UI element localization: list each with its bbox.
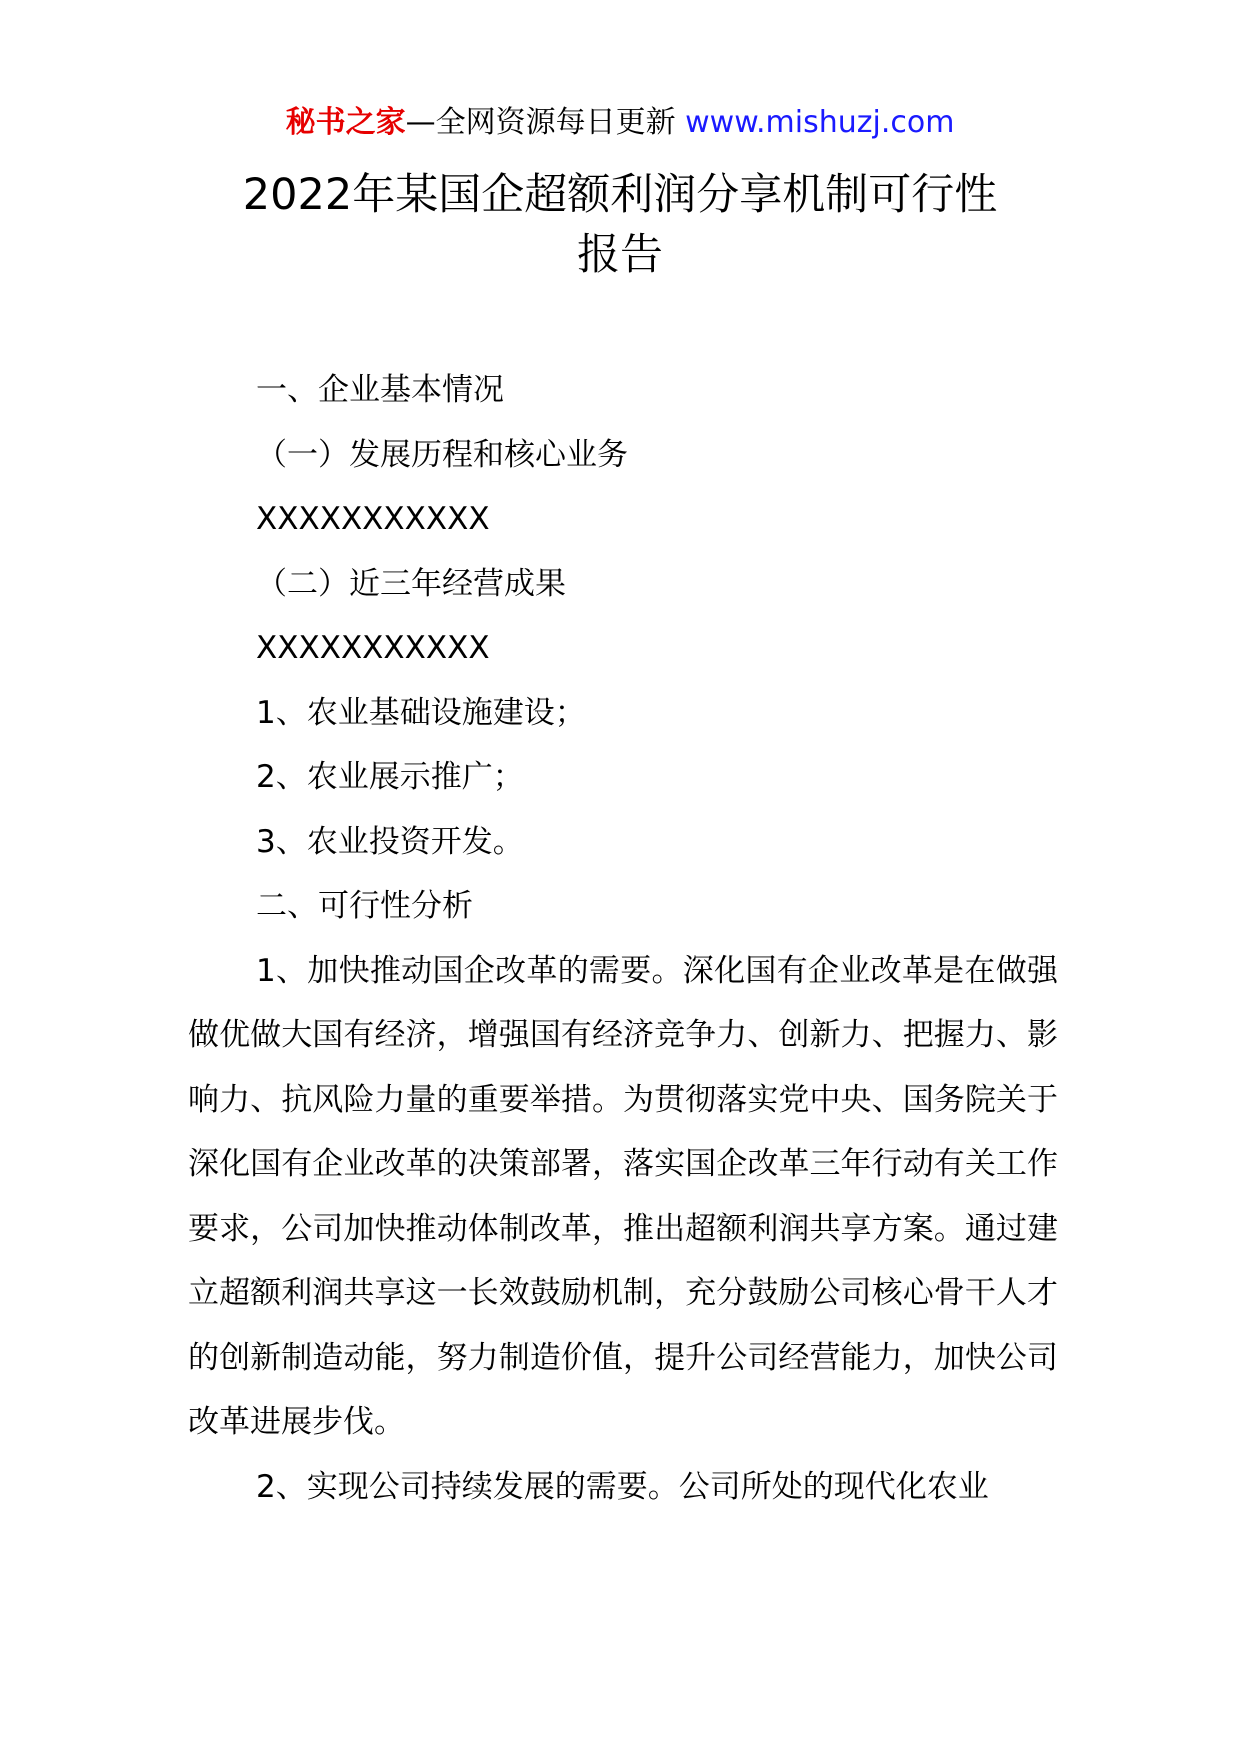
list-item: 2、农业展示推广；: [256, 759, 524, 795]
title-line-1: 2022年某国企超额利润分享机制可行性: [242, 170, 998, 220]
document-title: [150, 165, 1090, 285]
document-body: [188, 358, 1058, 1519]
placeholder-text: XXXXXXXXXXX: [256, 630, 490, 666]
list-item: 1、农业基础设施建设；: [256, 694, 586, 731]
site-banner: [0, 103, 1240, 143]
subsection-heading: （二）近三年经营成果: [256, 565, 566, 602]
subsection-heading: （一）发展历程和核心业务: [256, 436, 628, 473]
body-paragraph: 1、加快推动国企改革的需要。深化国有企业改革是在做强做优做大国有经济，增强国有经济竞争力、创新力、把握力、影响力、抗风险力量的重要举措。为贯彻落实党中央、国务院关于深化国有企业改革的决策部署，落实国企改革三年行动有关工作要求，公司加快推动体制改革，推出超额利润共享方案。通过建立超额利润共享这一长效鼓励机制，充分鼓励公司核心骨干人才的创新制造动能，努力制造价值，提升公司经营能力，加快公司改革进展步伐。: [188, 952, 1058, 1440]
placeholder-text: XXXXXXXXXXX: [256, 501, 490, 537]
site-url-link[interactable]: www.mishuzj.com: [685, 105, 955, 140]
brand-name: 秘书之家: [285, 105, 406, 140]
title-line-2: 报告: [577, 230, 663, 280]
body-paragraph: 2、实现公司持续发展的需要。公司所处的现代化农业: [256, 1468, 989, 1505]
section-heading: 一、企业基本情况: [256, 372, 504, 408]
section-heading: 二、可行性分析: [256, 888, 473, 924]
list-item: 3、农业投资开发。: [256, 823, 524, 860]
banner-tagline: —全网资源每日更新: [405, 105, 686, 140]
